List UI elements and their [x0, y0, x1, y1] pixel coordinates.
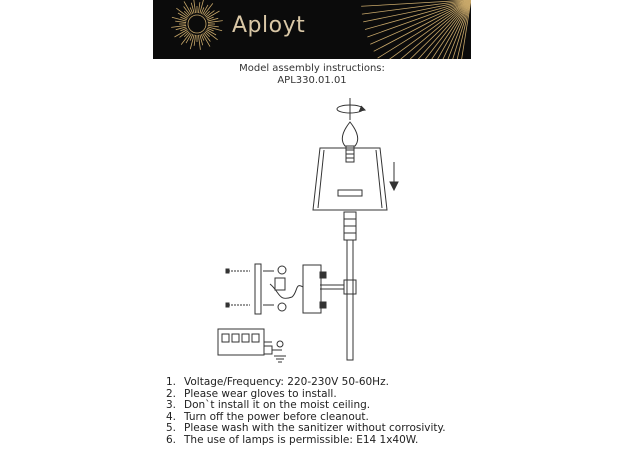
instruction-item: 6. The use of lamps is permissible: E14 1x40W.: [166, 433, 419, 446]
instruction-item: 5. Please wash with the sanitizer without corrosivity.: [166, 422, 446, 435]
brand-name: Aployt: [232, 13, 306, 38]
ground-symbol-icon: [274, 341, 286, 362]
rotate-arrow-icon: [337, 98, 365, 120]
instruction-item: 4. Turn off the power before cleanout.: [166, 410, 369, 423]
assembly-diagram: [200, 92, 460, 372]
instruction-list: [166, 377, 446, 447]
brand-banner: [153, 0, 471, 59]
sunburst-logo-icon: [153, 0, 471, 59]
screws: [226, 269, 274, 307]
bulb: [342, 122, 357, 162]
wall-plate: [303, 265, 321, 313]
lamp-rod: [347, 240, 353, 360]
instruction-item: 3. Don`t install it on the moist ceiling.: [166, 399, 371, 412]
lamp-shade: [313, 148, 387, 210]
terminal-block: [218, 329, 282, 355]
down-arrow-icon: [390, 162, 398, 190]
instruction-item: 2. Please wear gloves to install.: [166, 387, 337, 400]
instruction-item: 1. Voltage/Frequency: 220-230V 50-60Hz.: [166, 376, 389, 388]
model-number: APL330.01.01: [277, 75, 347, 86]
mounting-bracket: [255, 264, 261, 314]
assembly-title: Model assembly instructions:: [239, 63, 385, 74]
